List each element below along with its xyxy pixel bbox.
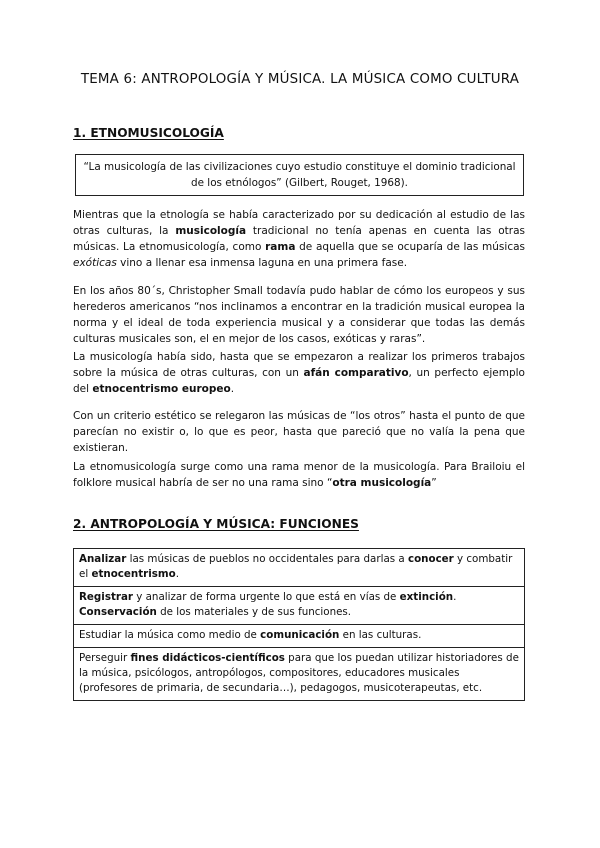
paragraph-5: La etnomusicología surge como una rama menor de la musicología. Para Brailoiu el folklore musical habría de ser no una rama sino “otra musicología” [73, 461, 525, 489]
table-row [74, 549, 525, 587]
table-row [74, 648, 525, 701]
section-heading-funciones: 2. ANTROPOLOGÍA Y MÚSICA: FUNCIONES [73, 517, 359, 531]
paragraph-2: En los años 80´s, Christopher Small todavía pudo hablar de cómo los europeos y sus herederos americanos “nos inclinamos a encontrar en la tradición musical europea la norma y el ideal de toda experiencia musical y a considerar que todas las demás culturas musicales son, el en mejor de los casos, exóticas y raras”. [73, 285, 525, 345]
table-cell: Registrar y analizar de forma urgente lo que está en vías de extinción. Conservación de los materiales y de sus funciones. [74, 587, 525, 625]
table-row [74, 587, 525, 625]
table-cell: Estudiar la música como medio de comunicación en las culturas. [74, 625, 525, 648]
page-title: TEMA 6: ANTROPOLOGÍA Y MÚSICA. LA MÚSICA COMO CULTURA [80, 72, 520, 87]
table-cell: Analizar las músicas de pueblos no occidentales para darlas a conocer y combatir el etnocentrismo. [74, 549, 525, 587]
table-cell: Perseguir fines didácticos-científicos para que los puedan utilizar historiadores de la música, psicólogos, antropólogos, compositores, educadores musicales (profesores de primaria, de secundaria…), pedagogos, musicoterapeutas, etc. [74, 648, 525, 701]
section-heading-etnomusicologia: 1. ETNOMUSICOLOGÍA [73, 126, 224, 140]
functions-table [73, 548, 525, 701]
table-row [74, 625, 525, 648]
quote-box: “La musicología de las civilizaciones cuyo estudio constituye el dominio tradicional de los etnólogos” (Gilbert, Rouget, 1968). [75, 154, 524, 196]
paragraph-1: Mientras que la etnología se había caracterizado por su dedicación al estudio de las otras culturas, la musicología tradicional no tenía apenas en cuenta las otras músicas. La etnomusicología, como rama de aquella que se ocuparía de las músicas exóticas vino a llenar esa inmensa laguna en una primera fase. [73, 209, 525, 269]
paragraph-3: La musicología había sido, hasta que se empezaron a realizar los primeros trabajos sobre la música de otras culturas, con un afán comparativo, un perfecto ejemplo del etnocentrismo europeo. [73, 351, 525, 395]
paragraph-4: Con un criterio estético se relegaron las músicas de “los otros” hasta el punto de que parecían no existir o, lo que es peor, hasta que pareció que no valía la pena que existieran. [73, 410, 525, 454]
